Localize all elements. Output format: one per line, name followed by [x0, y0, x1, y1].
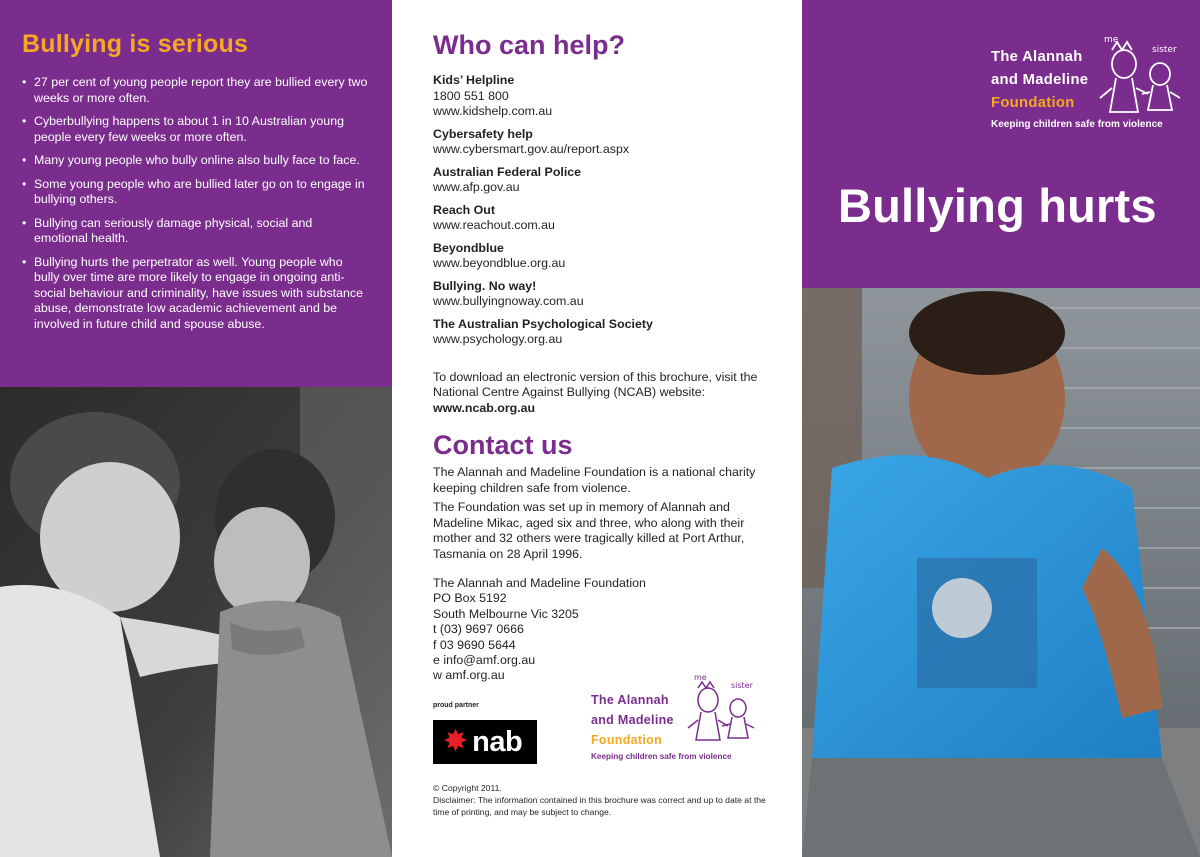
address-line: The Alannah and Madeline Foundation — [433, 576, 646, 590]
address-line: PO Box 5192 — [433, 591, 507, 606]
org-name: Bullying. No way! — [433, 278, 537, 293]
org-name: Kids’ Helpline — [433, 73, 515, 87]
sad-boy-illustration — [802, 288, 1200, 857]
org-bullying-no-way — [433, 279, 772, 310]
org-afp — [433, 165, 772, 196]
fact-item: • Bullying hurts the perpetrator as well. Young people who bully over time are more likely to engage in ongoing anti-social behaviour and criminality, have issues with substance abuse, demonstrate low academic achievement and be involved in future child and spouse abuse. — [22, 255, 368, 333]
contact-paragraph-2: The Foundation was set up in memory of Alannah and Madeline Mikac, aged six and three, who along with their mother and 32 others were tragically killed at Port Arthur, Tasmania on 28 April 1996. — [433, 500, 745, 561]
org-name: Australian Federal Police — [433, 164, 582, 179]
address-line: South Melbourne Vic 3205 — [433, 606, 579, 621]
kids-drawing-icon — [686, 670, 766, 750]
logo-sister-label: sister — [731, 681, 753, 690]
facts-list — [22, 75, 368, 332]
org-url[interactable]: www.beyondblue.org.au — [433, 256, 566, 270]
email-line[interactable]: e info@amf.org.au — [433, 653, 536, 668]
fact-item: • Some young people who are bullied later go on to engage in bullying others. — [22, 177, 368, 208]
ncab-link[interactable]: www.ncab.org.au — [433, 400, 536, 415]
logo-tagline: Keeping children safe from violence — [591, 752, 732, 761]
org-beyondblue — [433, 241, 772, 272]
nab-star-icon: ✸ — [443, 725, 469, 758]
logo-sister-label: sister — [1152, 45, 1177, 55]
disclaimer-text: Disclaimer: The information contained in this brochure was correct and up to date at the time of printing, and may be subject to change. — [433, 795, 766, 817]
org-psych-society — [433, 317, 772, 348]
kids-drawing-icon — [1098, 28, 1194, 118]
org-url[interactable]: www.bullyingnoway.com.au — [433, 294, 584, 308]
download-text: To download an electronic version of this brochure, visit the National Centre Against Bullying (NCAB) website: — [433, 369, 758, 399]
fact-item: • Cyberbullying happens to about 1 in 10 Australian young people every few weeks or more often. — [22, 114, 368, 145]
who-can-help-title: Who can help? — [433, 30, 625, 60]
logo-line-3: Foundation — [991, 95, 1075, 111]
logo-line-1: The Alannah — [991, 49, 1083, 65]
proud-partner-label: proud partner — [433, 702, 479, 709]
fact-item: • Bullying can seriously damage physical, social and emotional health. — [22, 216, 368, 247]
org-url[interactable]: www.cybersmart.gov.au/report.aspx — [433, 142, 630, 156]
fact-item: • Many young people who bully online also bully face to face. — [22, 153, 368, 169]
org-cybersafety — [433, 127, 772, 158]
website-line[interactable]: w amf.org.au — [433, 668, 505, 683]
org-name: Beyondblue — [433, 240, 504, 255]
org-url[interactable]: www.reachout.com.au — [433, 218, 555, 232]
logo-line-3: Foundation — [591, 733, 663, 747]
logo-line-2: and Madeline — [591, 713, 674, 727]
org-url[interactable]: www.psychology.org.au — [433, 332, 563, 346]
right-panel — [802, 0, 1200, 857]
org-url[interactable]: www.kidshelp.com.au — [433, 104, 553, 118]
org-kids-helpline — [433, 73, 772, 120]
cover-header — [802, 0, 1200, 288]
contact-paragraph-1: The Alannah and Madeline Foundation is a national charity keeping children safe from violence. — [433, 465, 756, 495]
copyright-block — [433, 782, 773, 818]
phone-line: t (03) 9697 0666 — [433, 622, 524, 637]
org-phone: 1800 551 800 — [433, 88, 509, 103]
bullying-photo — [0, 387, 392, 857]
nab-logo — [433, 720, 537, 764]
org-name: Cybersafety help — [433, 126, 533, 141]
org-reach-out — [433, 203, 772, 234]
bullying-serious-section — [0, 0, 392, 387]
download-info — [433, 370, 772, 417]
foundation-logo-small — [591, 670, 781, 770]
org-name: The Australian Psychological Society — [433, 316, 653, 331]
contact-us-title: Contact us — [433, 430, 573, 460]
cover-title: Bullying hurts — [838, 179, 1157, 232]
postal-address — [433, 576, 772, 684]
bw-boys-illustration — [0, 387, 392, 857]
bullying-serious-title: Bullying is serious — [22, 30, 249, 58]
sad-boy-photo — [802, 288, 1200, 857]
logo-line-1: The Alannah — [591, 693, 669, 707]
org-name: Reach Out — [433, 202, 495, 217]
logo-line-2: and Madeline — [991, 72, 1089, 88]
partner-logos — [433, 670, 773, 770]
fact-item: • 27 per cent of young people report they are bullied every two weeks or more often. — [22, 75, 368, 106]
logo-me-label: me — [694, 673, 707, 682]
left-panel — [0, 0, 392, 857]
nab-logo-text: nab — [472, 725, 523, 758]
org-url[interactable]: www.afp.gov.au — [433, 180, 520, 194]
logo-me-label: me — [1104, 35, 1119, 45]
fax-line: f 03 9690 5644 — [433, 637, 516, 652]
logo-tagline: Keeping children safe from violence — [991, 119, 1163, 130]
copyright-text: © Copyright 2011. — [433, 783, 502, 793]
